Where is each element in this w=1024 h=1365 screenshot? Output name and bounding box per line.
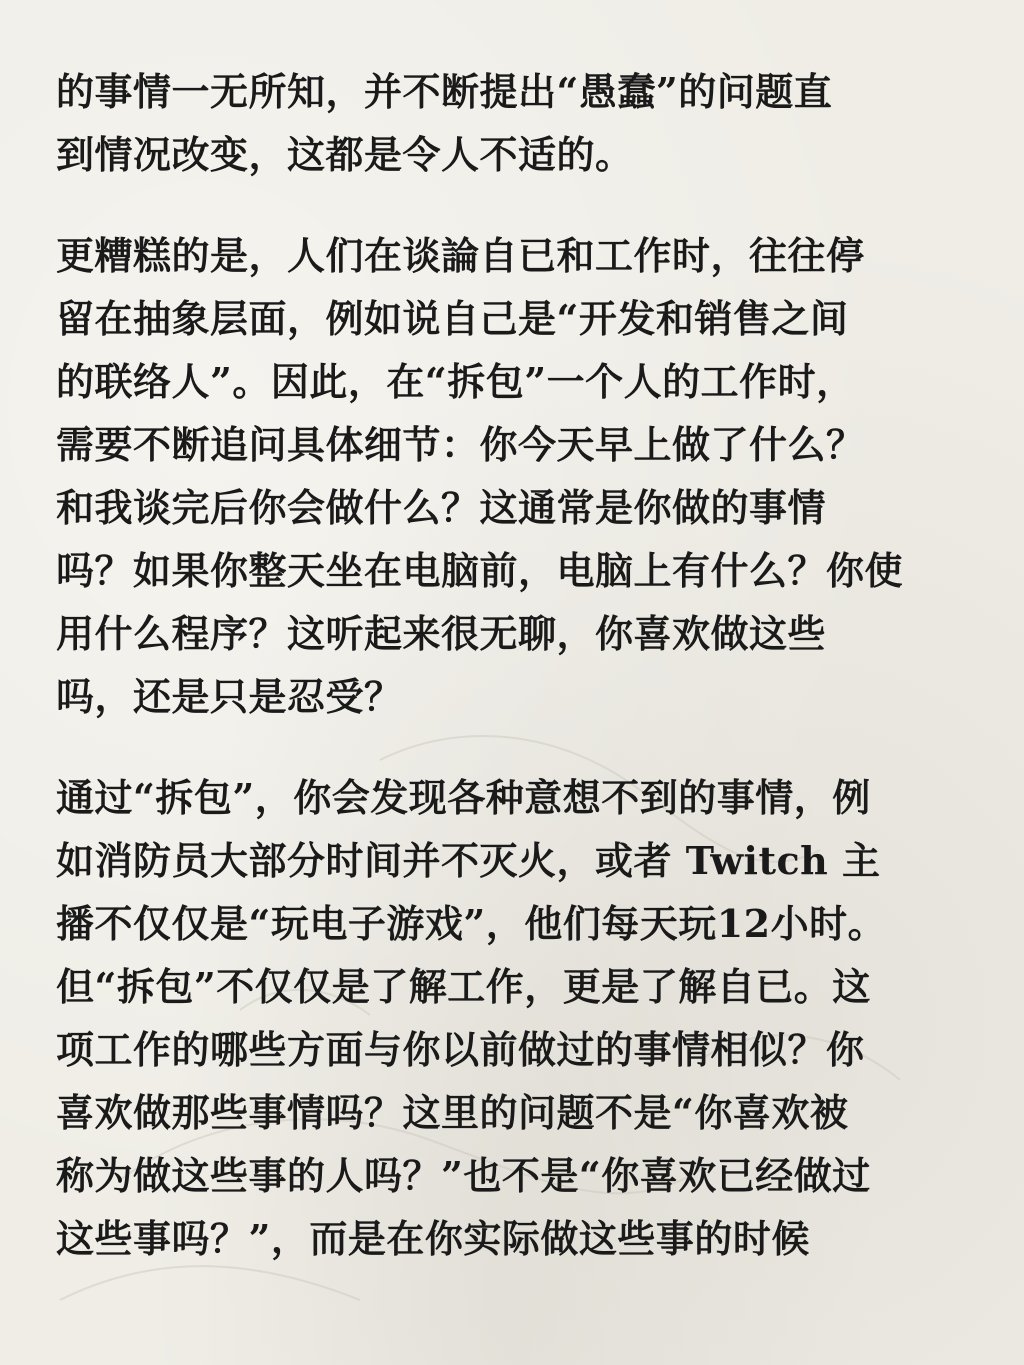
text-line: 和我谈完后你会做什么？这通常是你做的事情 [56, 485, 827, 530]
text-line: 这些事吗？”，而是在你实际做这些事的时候 [56, 1216, 810, 1261]
text-line: 通过“拆包”，你会发现各种意想不到的事情，例 [56, 775, 871, 820]
text-line: 需要不断追问具体细节：你今天早上做了什么？ [56, 422, 865, 467]
text-line: 但“拆包”不仅仅是了解工作，更是了解自已。这 [56, 964, 871, 1009]
document-body [56, 60, 976, 1308]
text-line: 用什么程序？这听起来很无聊，你喜欢做这些 [56, 611, 827, 656]
text-line: 到情况改变，这都是令人不适的。 [56, 132, 634, 177]
text-line: 吗？如果你整天坐在电脑前，电脑上有什么？你使 [56, 548, 904, 593]
text-line: 喜欢做那些事情吗？这里的问题不是“你喜欢被 [56, 1090, 849, 1135]
text-line: 播不仅仅是“玩电子游戏”，他们每天玩12小时。 [56, 901, 887, 946]
paragraph-2 [56, 224, 976, 728]
text-line: 更糟糕的是，人们在谈論自已和工作时，往往停 [56, 233, 865, 278]
paragraph-3 [56, 766, 976, 1270]
text-line: 项工作的哪些方面与你以前做过的事情相似？你 [56, 1027, 865, 1072]
text-line: 的事情一无所知，并不断提出“愚蠢”的问题直 [56, 69, 833, 114]
text-line: 的联络人”。因此，在“拆包”一个人的工作时， [56, 359, 855, 404]
text-line: 吗，还是只是忍受？ [56, 674, 403, 719]
text-line: 如消防员大部分时间并不灭火，或者 Twitch 主 [56, 838, 881, 883]
text-line: 称为做这些事的人吗？”也不是“你喜欢已经做过 [56, 1153, 871, 1198]
text-line: 留在抽象层面，例如说自己是“开发和销售之间 [56, 296, 849, 341]
paragraph-1 [56, 60, 976, 186]
